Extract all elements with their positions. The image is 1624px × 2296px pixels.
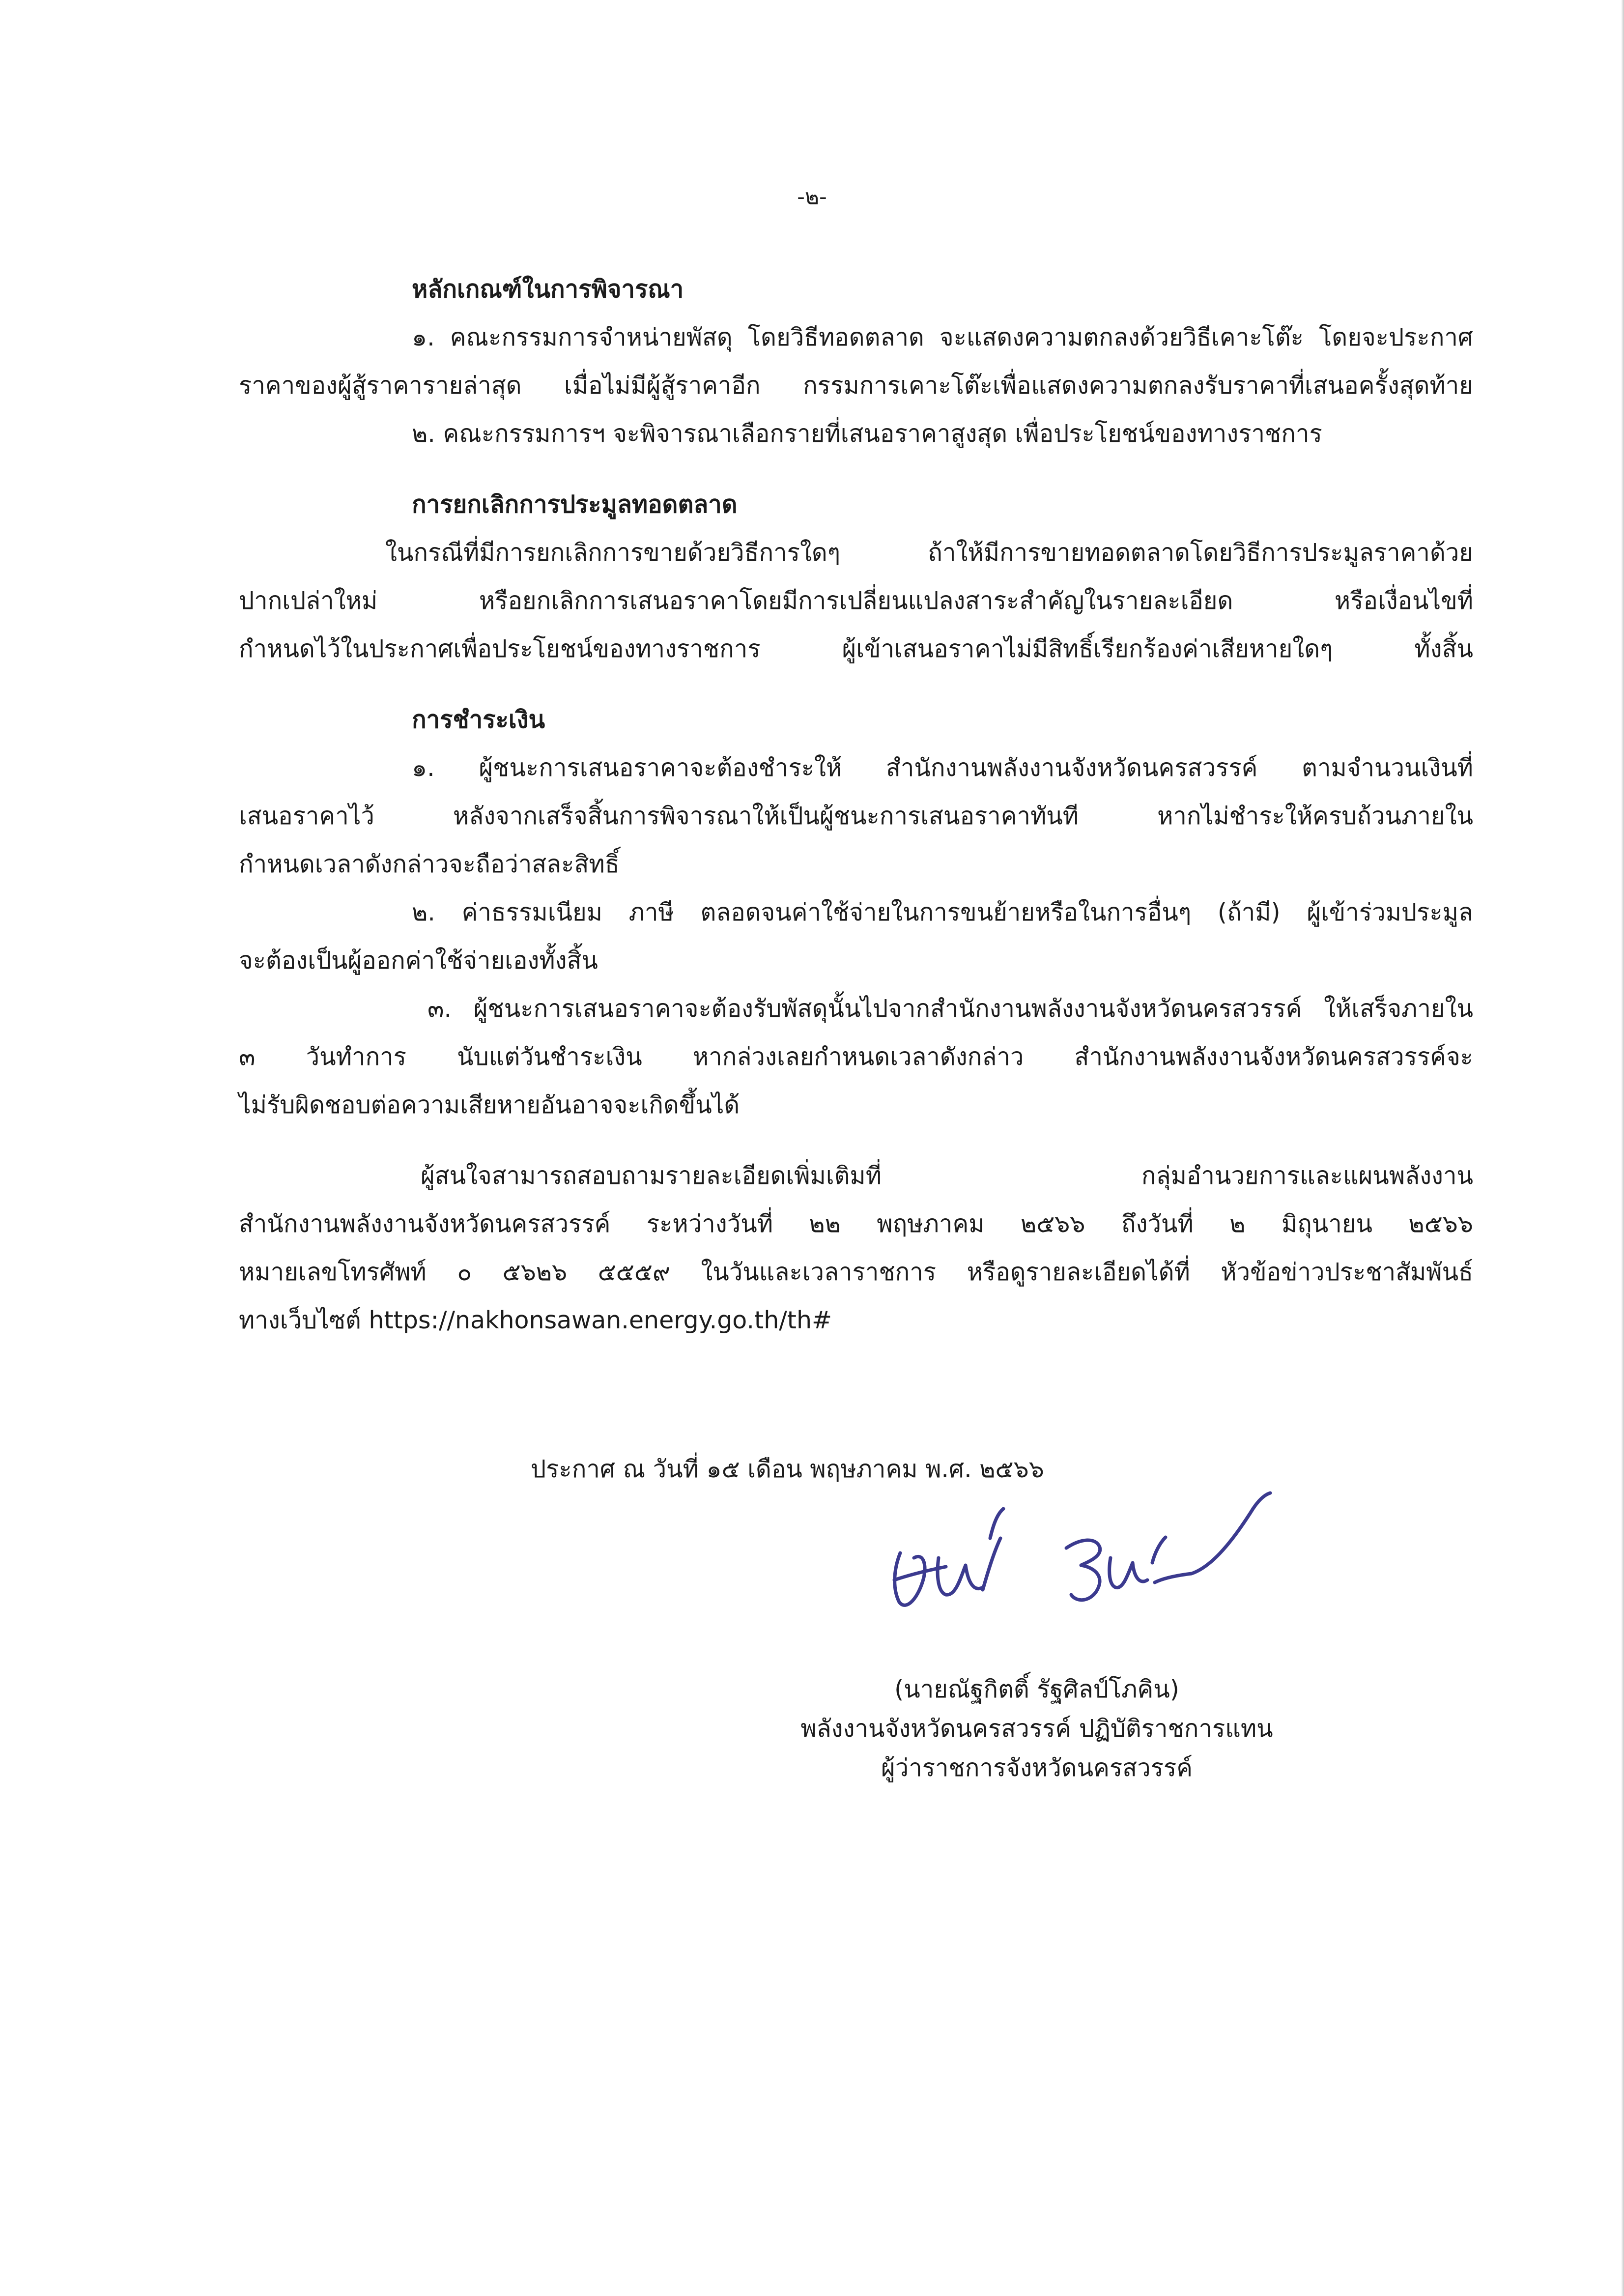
cancellation-line-3: กำหนดไว้ในประกาศเพื่อประโยชน์ของทางราชการ ผู้เข้าเสนอราคาไม่มีสิทธิ์เรียกร้องค่าเสียหายใดๆ ทั้งสิ้น bbox=[239, 635, 1473, 663]
criteria-item-1-line-2: ราคาของผู้สู้ราคารายล่าสุด เมื่อไม่มีผู้สู้ราคาอีก กรรมการเคาะโต๊ะเพื่อแสดงความตกลงรับราคาที่เสนอครั้งสุดท้าย bbox=[239, 372, 1473, 400]
payment-item-3-line-2: ๓ วันทำการ นับแต่วันชำระเงิน หากล่วงเลยกำหนดเวลาดังกล่าว สำนักงานพลังงานจังหวัดนครสวรรค์จะ bbox=[239, 1043, 1473, 1071]
cancellation-line-2: ปากเปล่าใหม่ หรือยกเลิกการเสนอราคาโดยมีการเปลี่ยนแปลงสาระสำคัญในรายละเอียด หรือเงื่อนไขที่ bbox=[239, 587, 1473, 615]
contact-line-4: ทางเว็บไซต์ https://nakhonsawan.energy.go.th/th# bbox=[239, 1306, 832, 1334]
contact-line-2: สำนักงานพลังงานจังหวัดนครสวรรค์ ระหว่างวันที่ ๒๒ พฤษภาคม ๒๕๖๖ ถึงวันที่ ๒ มิถุนายน ๒๕๖๖ bbox=[239, 1210, 1473, 1238]
page-number: -๒- bbox=[797, 184, 827, 209]
payment-item-2-line-1: ๒. ค่าธรรมเนียม ภาษี ตลอดจนค่าใช้จ่ายในการขนย้ายหรือในการอื่นๆ (ถ้ามี) ผู้เข้าร่วมประมูล bbox=[412, 898, 1473, 926]
signatory-position-2: ผู้ว่าราชการจังหวัดนครสวรรค์ bbox=[881, 1754, 1193, 1782]
payment-heading: การชำระเงิน bbox=[412, 706, 545, 734]
contact-line-3: หมายเลขโทรศัพท์ ๐ ๕๖๒๖ ๕๕๕๙ ในวันและเวลาราชการ หรือดูรายละเอียดได้ที่ หัวข้อข่าวประชาสัมพันธ์ bbox=[239, 1258, 1473, 1286]
contact-line-1: ผู้สนใจสามารถสอบถามรายละเอียดเพิ่มเติมที่ กลุ่มอำนวยการและแผนพลังงาน bbox=[421, 1162, 1473, 1190]
announcement-date: ประกาศ ณ วันที่ ๑๕ เดือน พฤษภาคม พ.ศ. ๒๕๖๖ bbox=[531, 1455, 1044, 1483]
criteria-item-2-line-1: ๒. คณะกรรมการฯ จะพิจารณาเลือกรายที่เสนอราคาสูงสุด เพื่อประโยชน์ของทางราชการ bbox=[412, 420, 1322, 448]
cancellation-line-1: ในกรณีที่มีการยกเลิกการขายด้วยวิธีการใดๆ ถ้าให้มีการขายทอดตลาดโดยวิธีการประมูลราคาด้วย bbox=[385, 539, 1473, 567]
payment-item-1-line-1: ๑. ผู้ชนะการเสนอราคาจะต้องชำระให้ สำนักงานพลังงานจังหวัดนครสวรรค์ ตามจำนวนเงินที่ bbox=[412, 754, 1473, 782]
payment-item-1-line-2: เสนอราคาไว้ หลังจากเสร็จสิ้นการพิจารณาให้เป็นผู้ชนะการเสนอราคาทันที หากไม่ชำระให้ครบถ้วนภายใน bbox=[239, 802, 1473, 830]
payment-item-1-line-3: กำหนดเวลาดังกล่าวจะถือว่าสละสิทธิ์ bbox=[239, 850, 620, 878]
payment-item-3-line-3: ไม่รับผิดชอบต่อความเสียหายอันอาจจะเกิดขึ้นได้ bbox=[239, 1091, 740, 1119]
cancellation-heading: การยกเลิกการประมูลทอดตลาด bbox=[412, 490, 738, 518]
signatory-name: (นายณัฐกิตติ์ รัฐศิลป์โภคิน) bbox=[894, 1675, 1179, 1703]
signatory-position-1: พลังงานจังหวัดนครสวรรค์ ปฏิบัติราชการแทน bbox=[800, 1715, 1273, 1743]
criteria-item-1-line-1: ๑. คณะกรรมการจำหน่ายพัสดุ โดยวิธีทอดตลาด จะแสดงความตกลงด้วยวิธีเคาะโต๊ะ โดยจะประกาศ bbox=[412, 323, 1473, 351]
payment-item-3-line-1: ๓. ผู้ชนะการเสนอราคาจะต้องรับพัสดุนั้นไปจากสำนักงานพลังงานจังหวัดนครสวรรค์ ให้เสร็จภายใน bbox=[427, 995, 1473, 1023]
payment-item-2-line-2: จะต้องเป็นผู้ออกค่าใช้จ่ายเองทั้งสิ้น bbox=[239, 947, 598, 975]
signatory-block bbox=[727, 1670, 1346, 1788]
page-edge-shadow bbox=[1621, 0, 1624, 2296]
document-body bbox=[239, 265, 1473, 1345]
handwritten-signature bbox=[865, 1479, 1287, 1636]
criteria-heading: หลักเกณฑ์ในการพิจารณา bbox=[412, 275, 684, 303]
